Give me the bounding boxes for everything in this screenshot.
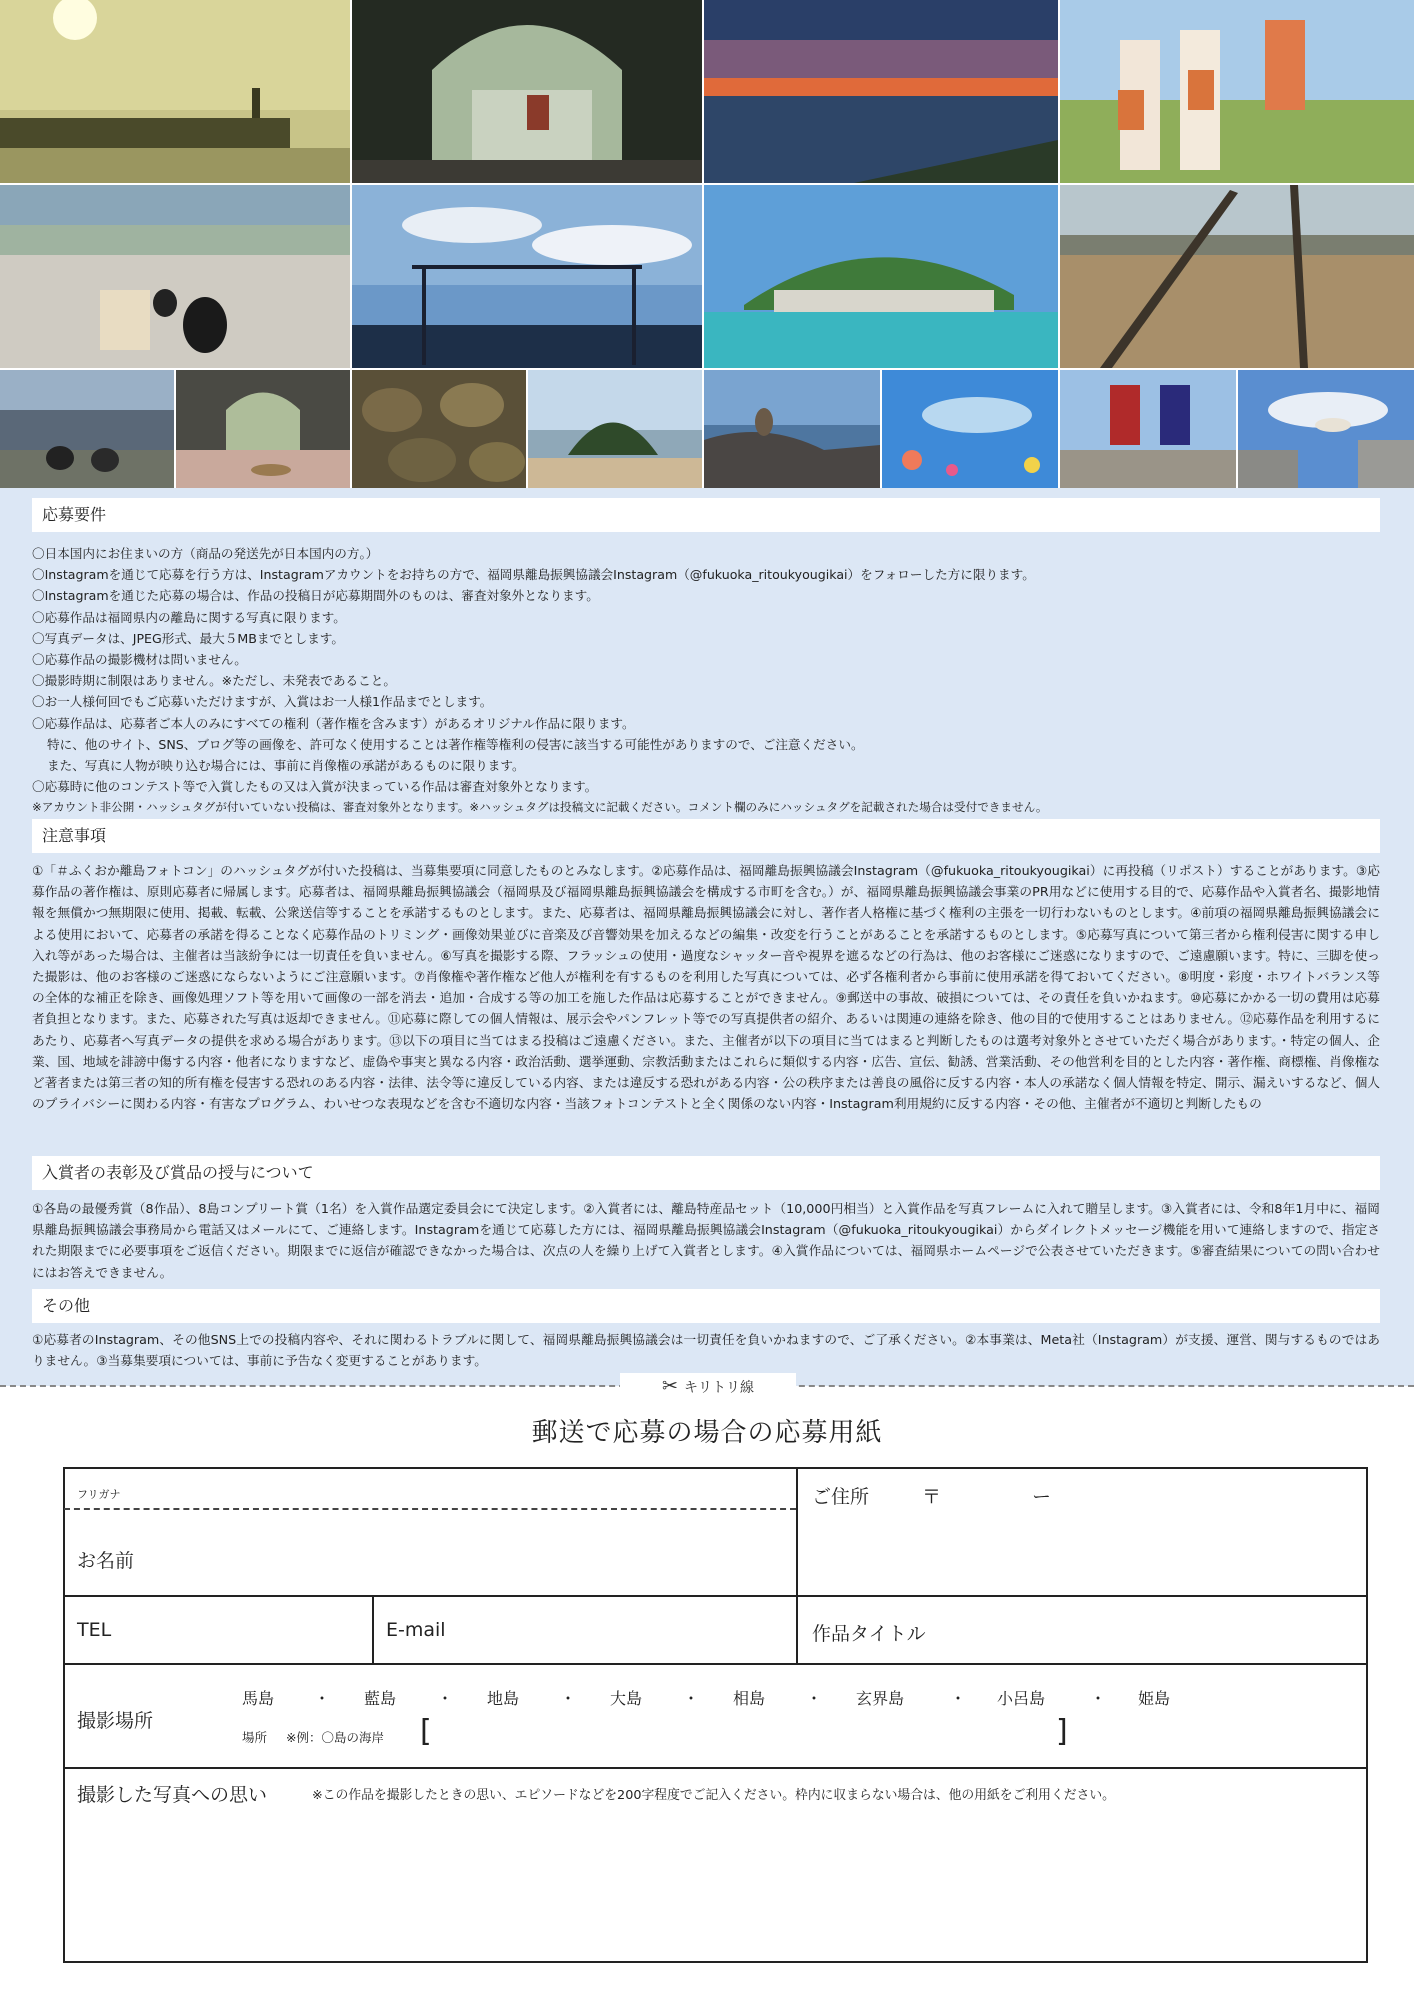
island-option-oronoshima[interactable]: 小呂島 (997, 1689, 1046, 1708)
requirement-note: ※アカウント非公開・ハッシュタグが付いていない投稿は、審査対象外となります。※ハッシュタグは投稿文に記載ください。コメント欄のみにハッシュタグを記載された場合は受付できません。 (32, 800, 1048, 815)
separator: ・ (437, 1689, 454, 1708)
photo-pier-sunset (0, 0, 350, 183)
separator: ・ (314, 1689, 331, 1708)
separator: ・ (950, 1689, 967, 1708)
notes-heading: 注意事項 (32, 819, 1380, 853)
requirements-list (32, 543, 1382, 818)
requirement-item: 特に、他のサイト、SNS、ブログ等の画像を、許可なく使用することは著作権等権利の侵害に該当する可能性がありますので、ご注意ください。 (47, 736, 864, 752)
photo-child-cat (0, 185, 350, 368)
postal-dash: ー (1032, 1486, 1052, 1508)
name-label: お名前 (77, 1550, 135, 1572)
photo-harbor-cats (0, 370, 174, 488)
thoughts-note: ※この作品を撮影したときの思い、エピソードなどを200字程度でご記入ください。枠内に収まらない場合は、他の用紙をご利用ください。 (312, 1788, 1115, 1803)
place-example: ※例：〇島の海岸 (286, 1730, 384, 1745)
requirement-item: 〇お一人様何回でもご応募いただけますが、入賞はお一人様1作品までとします。 (32, 694, 493, 710)
island-option-himejima[interactable]: 姫島 (1138, 1689, 1171, 1708)
name-field[interactable] (150, 1512, 790, 1592)
island-option-jinoshima[interactable]: 地島 (487, 1689, 520, 1708)
photo-tunnel-cyclist (352, 0, 702, 183)
form-divider (64, 1663, 1367, 1665)
cut-line-label-box (620, 1373, 796, 1399)
requirement-item: 〇応募時に他のコンテスト等で入賞したもの又は入賞が決まっている作品は審査対象外となります。 (32, 779, 598, 795)
separator: ・ (1090, 1689, 1107, 1708)
separator: ・ (560, 1689, 577, 1708)
photo-tunnel-cat (176, 370, 350, 488)
awards-body: ①各島の最優秀賞（8作品）、8島コンプリート賞（1名）を入賞作品選定委員会にて決定します。②入賞者には、離島特産品セット（10,000円相当）と入賞作品を写真フレームに入れて贈呈します。③入賞者には、令和8年1月中に、福岡県離島振興協議会事務局から電話又はメールにて、ご連絡します。Instagramを通じて応募した方には、福岡県離島振興協議会Instagram（@fukuoka_ritoukyougikai）からダイレクトメッセージ機能を用いて連絡しますので、指定された期限までに必要事項をご返信ください。期限までに返信が確認できなかった場合は、次点の人を繰り上げて入賞者とします。④入賞作品については、福岡県ホームページで公表させていただきます。⑤審査結果についての問い合わせにはお答えできません。 (32, 1201, 1380, 1280)
photo-boat-flags (1060, 370, 1236, 488)
form-title: 郵送で応募の場合の応募用紙 (531, 1418, 883, 1448)
photo-swing-clouds (352, 185, 702, 368)
address-field[interactable] (810, 1515, 1360, 1590)
requirement-item: 〇Instagramを通じた応募の場合は、作品の投稿日が応募期間外のものは、審査対象外となります。 (32, 588, 599, 604)
guidelines-panel (0, 488, 1414, 1386)
photo-sea-dusk (704, 0, 1058, 183)
photo-jumping-cat (1238, 370, 1414, 488)
tel-field[interactable] (130, 1600, 366, 1660)
photo-cat-rocks (704, 370, 880, 488)
scissors-icon: ✂ (662, 1375, 678, 1397)
photo-illustration-fish (882, 370, 1058, 488)
island-option-genkaijima[interactable]: 玄界島 (856, 1689, 905, 1708)
email-field[interactable] (470, 1600, 790, 1660)
requirement-item: また、写真に人物が映り込む場合には、事前に肖像権の承諾があるものに限ります。 (47, 757, 525, 773)
requirement-item: 〇Instagramを通じて応募を行う方は、Instagramアカウントをお持ちの方で、福岡県離島振興協議会Instagram（@fukuoka_ritoukyougikai）をフォローした方に限ります。 (32, 567, 1035, 583)
island-option-oshima[interactable]: 大島 (610, 1689, 643, 1708)
form-divider (372, 1595, 374, 1664)
furigana-label: フリガナ (77, 1488, 121, 1501)
other-heading: その他 (32, 1289, 1380, 1323)
bracket-close: ] (1056, 1714, 1068, 1749)
email-label: E-mail (386, 1619, 446, 1641)
place-label: 場所 (242, 1730, 268, 1745)
cut-line-label: キリトリ線 (683, 1380, 754, 1396)
separator: ・ (806, 1689, 823, 1708)
island-option-ainoshima[interactable]: 相島 (733, 1689, 766, 1708)
form-divider (64, 1595, 1367, 1597)
separator: ・ (683, 1689, 700, 1708)
address-label: ご住所 (812, 1486, 870, 1508)
place-field[interactable] (440, 1718, 1050, 1748)
requirement-item: 〇応募作品は、応募者ご本人のみにすべての権利（著作権を含みます）があるオリジナル作品に限ります。 (32, 715, 635, 731)
requirement-item: 〇応募作品は福岡県内の離島に関する写真に限ります。 (32, 609, 346, 625)
photo-island-port (704, 185, 1058, 368)
furigana-field[interactable] (150, 1470, 790, 1506)
photo-collage (0, 0, 1414, 488)
bracket-open: [ (420, 1714, 432, 1749)
form-divider (796, 1467, 798, 1664)
requirements-heading: 応募要件 (32, 498, 1380, 532)
photo-rock-island (528, 370, 702, 488)
photo-swing-beach (1060, 185, 1414, 368)
location-label: 撮影場所 (77, 1710, 154, 1732)
island-option-majima[interactable]: 馬島 (242, 1689, 275, 1708)
requirement-item: 〇応募作品の撮影機材は問いません。 (32, 651, 247, 667)
requirement-item: 〇撮影時期に制限はありません。※ただし、未発表であること。 (32, 673, 396, 689)
awards-heading: 入賞者の表彰及び賞品の授与について (32, 1156, 1380, 1190)
furigana-divider (64, 1508, 796, 1510)
requirement-item: 〇日本国内にお住まいの方（商品の発送先が日本国内の方。） (32, 546, 379, 561)
photo-windmill-girls (1060, 0, 1414, 183)
work-title-field[interactable] (950, 1600, 1360, 1660)
other-body: ①応募者のInstagram、その他SNS上での投稿内容や、それに関わるトラブルに関して、福岡県離島振興協議会は一切責任を負いかねますので、ご了承ください。②本事業は、Meta社（Instagram）が支援、運営、関与するものではありません。③当募集要項については、事前に予告なく変更することがあります。 (32, 1332, 1380, 1369)
tel-label: TEL (77, 1619, 112, 1641)
form-divider (64, 1767, 1367, 1769)
island-option-aishima[interactable]: 藍島 (364, 1689, 397, 1708)
work-title-label: 作品タイトル (812, 1623, 926, 1645)
requirement-item: 〇写真データは、JPEG形式、最大５MBまでとします。 (32, 630, 344, 646)
thoughts-label: 撮影した写真への思い (77, 1784, 268, 1806)
postal-mark: 〒 (922, 1486, 942, 1508)
notes-body: ①「＃ふくおか離島フォトコン」のハッシュタグが付いた投稿は、当募集要項に同意したものとみなします。②応募作品は、福岡離島振興協議会Instagram（@fukuoka_ritoukyougikai）に再投稿（リポスト）することがあります。③応募作品の著作権は、原則応募者に帰属します。応募者は、福岡県離島振興協議会（福岡県及び福岡県離島振興協議会を構成する市町を含む。）が、福岡県離島振興協議会事業のPR用などに使用する目的で、応募作品や入賞者名、撮影地情報を無償かつ無期限に使用、掲載、転載、公衆送信等することを承諾するものとします。また、応募者は、福岡県離島振興協議会に対し、著作者人格権に基づく権利の主張を一切行わないものとします。④前項の福岡県離島振興協議会による使用において、応募者の承諾を得ることなく応募作品のトリミング・画像効果並びに音楽及び音響効果を加えるなどの編集・改変を行うことがあることを承諾するものとします。⑤応募写真について第三者から権利侵害に関する申し入れ等があった場合は、主催者は当該紛争には一切責任を負いません。⑥写真を撮影する際、フラッシュの使用・過度なシャッター音や視界を遮るなどの行為は、他のお客様にご迷惑になりますので、ご遠慮願います。特に、三脚を使った撮影は、他のお客様のご迷惑にならないようにご注意願います。⑦肖像権や著作権など他人が権利を有するものを利用した写真については、必ず各権利者から事前に使用承諾を得ておいてください。⑧明度・彩度・ホワイトバランス等の全体的な補正を除き、画像処理ソフト等を用いて画像の一部を消去・追加・合成する等の加工を施した作品は応募することができません。⑨郵送中の事故、破損については、その責任を負いかねます。⑩応募にかかる一切の費用は応募者負担となります。また、応募された写真は返却できません。⑪応募に際しての個人情報は、展示会やパンフレット等での写真提供者の紹介、あるいは関連の連絡を除き、他の目的で使用することはありません。⑫応募作品を利用するにあたり、応募者へ写真データの提供を求める場合があります。⑬以下の項目に当てはまる投稿はご遠慮ください。また、主催者が以下の項目に当てはまると判断したものは選考対象外とさせていただく場合があります。・特定の個人、企業、国、地域を誹謗中傷する内容・他者になりますなど、虚偽や事実と異なる内容・政治活動、選挙運動、宗教活動またはこれらに類似する内容・広告、宣伝、勧誘、営業活動、その他営利を目的とした内容・著作権、商標権、肖像権など著者または第三者の知的所有権を侵害する恐れのある内容・法律、法令等に違反している内容、または違反する恐れがある内容・公の秩序または善良の風俗に反する内容・本人の承諾なく個人情報を特定、開示、漏えいするなど、個人のプライバシーに関わる内容・有害なプログラム、わいせつな表現などを含む不適切な内容・当該フォトコンテストと全く関係のない内容・Instagram利用規約に反する内容・その他、主催者が不適切と判断したもの (32, 863, 1380, 1112)
thoughts-field[interactable] (70, 1810, 1360, 1955)
photo-fishing-nets (352, 370, 526, 488)
